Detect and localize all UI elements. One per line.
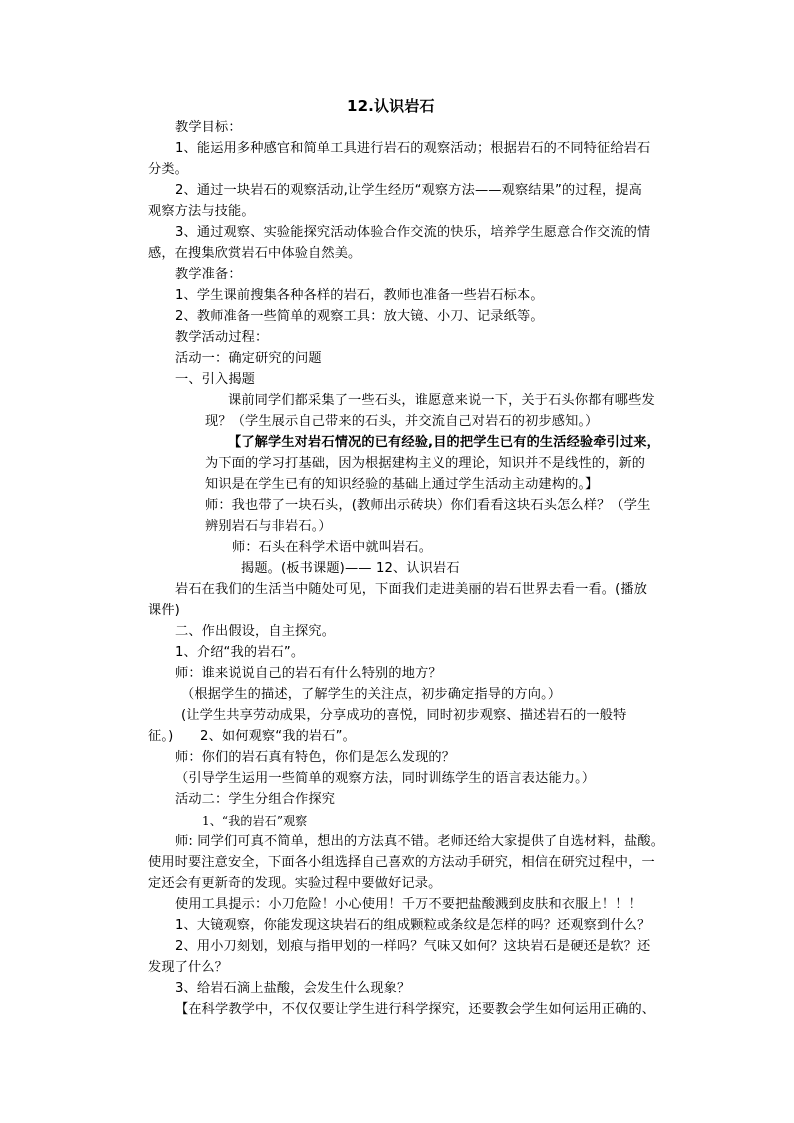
activity-heading: 活动二：学生分组合作探究	[175, 792, 336, 807]
paragraph-line: 征。) 2、如何观察“我的岩石”。	[148, 729, 356, 744]
section-heading-process: 教学活动过程：	[175, 330, 269, 345]
paragraph-line: 2、教师准备一些简单的观察工具：放大镜、小刀、记录纸等。	[175, 309, 544, 324]
paragraph-line: 3、给岩石滴上盐酸，会发生什么现象？	[175, 981, 411, 996]
paragraph-line: 1、能运用多种感官和简单工具进行岩石的观察活动；根据岩石的不同特征给岩石	[175, 141, 651, 156]
paragraph-line: 师：石头在科学术语中就叫岩石。	[232, 540, 433, 555]
warning-line: 使用工具提示：小刀危险！小心使用！千万不要把盐酸溅到皮肤和衣服上！！！	[175, 897, 642, 912]
paragraph-line: 师：我也带了一块石头，(教师出示砖块）你们看看这块石头怎么样？（学生	[205, 498, 651, 513]
paragraph-line: 师：你们的岩石真有特色，你们是怎么发现的？	[175, 750, 456, 765]
paragraph-line: 发现了什么？	[148, 960, 229, 975]
section-heading-objectives: 教学目标：	[175, 120, 242, 135]
subsection-heading: 二、作出假设，自主探究。	[175, 624, 336, 639]
paragraph-line: 2、用小刀刻划，划痕与指甲划的一样吗？气味又如何？这块岩石是硬还是软？还	[175, 939, 651, 954]
section-heading-preparation: 教学准备：	[175, 267, 242, 282]
paragraph-line: （根据学生的描述，了解学生的关注点，初步确定指导的方向。）	[181, 687, 562, 702]
paragraph-line: 辨别岩石与非岩石。）	[205, 519, 332, 534]
paragraph-line: 1、“我的岩石”观察	[202, 814, 308, 828]
paragraph-line: 3、通过观察、实验能探究活动体验合作交流的快乐，培养学生愿意合作交流的情	[175, 225, 651, 240]
paragraph-line: 现？（学生展示自己带来的石头，并交流自己对岩石的初步感知。）	[205, 414, 599, 429]
paragraph-line: 观察方法与技能。	[148, 204, 255, 219]
paragraph-line: 1、大镜观察，你能发现这块岩石的组成颗粒或条纹是怎样的吗？还观察到什么？	[175, 918, 651, 933]
paragraph-line: 揭题。(板书课题)—— 12、认识岩石	[241, 561, 460, 576]
note-line: 【了解学生对岩石情况的已有经验,目的把学生已有的生活经验牵引过来，	[228, 435, 660, 450]
paragraph-line: 分类。	[148, 162, 189, 177]
paragraph-line: 师: 同学们可真不简单，想出的方法真不错。老师还给大家提供了自选材料，盐酸。	[175, 834, 665, 849]
paragraph-line: 课前同学们都采集了一些石头，谁愿意来说一下，关于石头你都有哪些发	[228, 393, 655, 408]
paragraph-line: 使用时要注意安全，下面各小组选择自己喜欢的方法动手研究，相信在研究过程中，一	[148, 855, 655, 870]
paragraph-line: （引导学生运用一些简单的观察方法，同时训练学生的语言表达能力。）	[175, 771, 596, 786]
note-line: 为下面的学习打基础，因为根据建构主义的理论，知识并不是线性的，新的	[205, 456, 646, 471]
paragraph-line: 感，在搜集欣赏岩石中体验自然美。	[148, 246, 362, 261]
document-title: 12.认识岩石	[347, 97, 435, 115]
note-line: 【在科学教学中，不仅仅要让学生进行科学探究，还要教会学生如何运用正确的、	[175, 1002, 656, 1017]
activity-heading: 活动一：确定研究的问题	[175, 351, 322, 366]
subsection-heading: 一、引入揭题	[175, 372, 256, 387]
paragraph-line: 定还会有更新奇的发现。实验过程中要做好记录。	[148, 876, 442, 891]
paragraph-line: 师：谁来说说自己的岩石有什么特别的地方？	[175, 666, 442, 681]
paragraph-line: 课件)	[148, 603, 180, 618]
note-line: 知识是在学生已有的知识经验的基础上通过学生活动主动建构的。】	[205, 477, 599, 492]
paragraph-line: 1、学生课前搜集各种各样的岩石，教师也准备一些岩石标本。	[175, 288, 544, 303]
paragraph-line: (让学生共享劳动成果，分享成功的喜悦，同时初步观察、描述岩石的一般特	[181, 708, 627, 723]
paragraph-line: 1、介绍“我的岩石”。	[175, 645, 305, 660]
paragraph-line: 岩石在我们的生活当中随处可见，下面我们走进美丽的岩石世界去看一看。(播放	[175, 582, 648, 597]
paragraph-line: 2、通过一块岩石的观察活动,让学生经历“观察方法——观察结果”的过程，提高	[175, 183, 642, 198]
